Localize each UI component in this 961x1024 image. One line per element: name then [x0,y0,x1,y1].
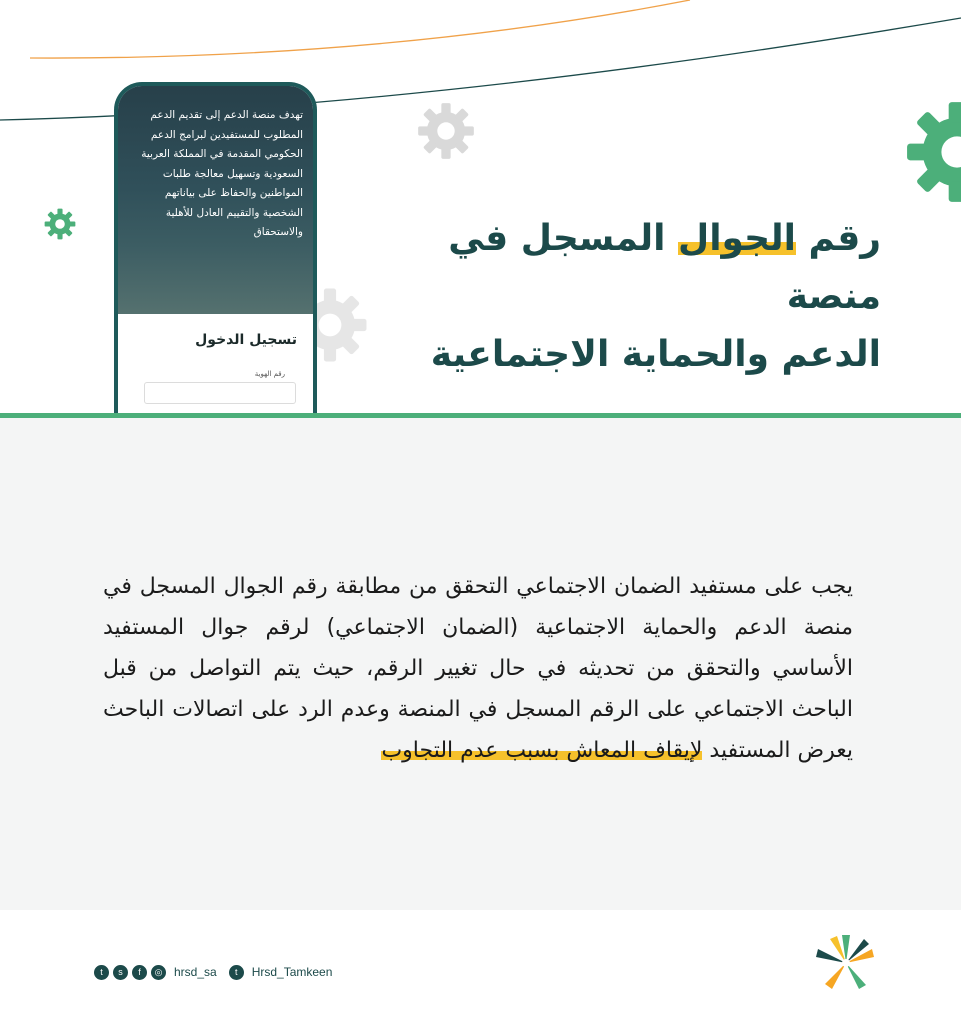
body-text: يجب على مستفيد الضمان الاجتماعي التحقق من مطابقة رقم الجوال المسجل في منصة الدعم والحماية الاجتماعية (الضمان الاجتماعي) لرقم جوال المستفيد الأساسي والتحقق من تحديثه في حال تغيير الرقم، حيث يتم التواصل من قبل الباحث الاجتماعي على الرقم المسجل في المنصة وعدم الرد على اتصالات الباحث يعرض المستفيد [103,574,853,763]
twitter-icon[interactable]: t [94,965,109,980]
snapchat-icon[interactable]: s [113,965,128,980]
social-links [94,963,340,981]
title-part: رقم [795,218,881,259]
gear-icon [44,208,76,240]
phone-mockup [114,82,317,427]
title-part: المسجل في منصة [448,218,881,317]
gear-icon [905,100,961,204]
id-number-input[interactable] [144,382,296,404]
id-field-label: رقم الهوية [254,370,285,378]
title-line-1 [361,210,881,326]
ministry-logo [808,932,880,994]
twitter-handle[interactable]: Hrsd_Tamkeen [251,965,333,979]
twitter-icon[interactable]: t [229,965,244,980]
gear-icon [417,102,475,160]
phone-hero-text: تهدف منصة الدعم إلى تقديم الدعم المطلوب للمستفيدين لبرامج الدعم الحكومي المقدمة في المملكة العربية السعودية وتسهيل معالجة طلبات المواطنين والحفاظ على بياناتهم الشخصية والتقييم العادل للأهلية والاستحقاق [141,109,303,238]
social-handle[interactable]: hrsd_sa [174,965,217,979]
instagram-icon[interactable]: ◎ [151,965,166,980]
title-highlight: الجوال [677,218,796,259]
page-title [361,210,881,384]
login-title: تسجيل الدخول [195,332,297,348]
facebook-icon[interactable]: f [132,965,147,980]
title-line-2: الدعم والحماية الاجتماعية [430,334,881,375]
body-paragraph [103,566,853,771]
body-highlight: لإيقاف المعاش بسبب عدم التجاوب [381,738,703,763]
